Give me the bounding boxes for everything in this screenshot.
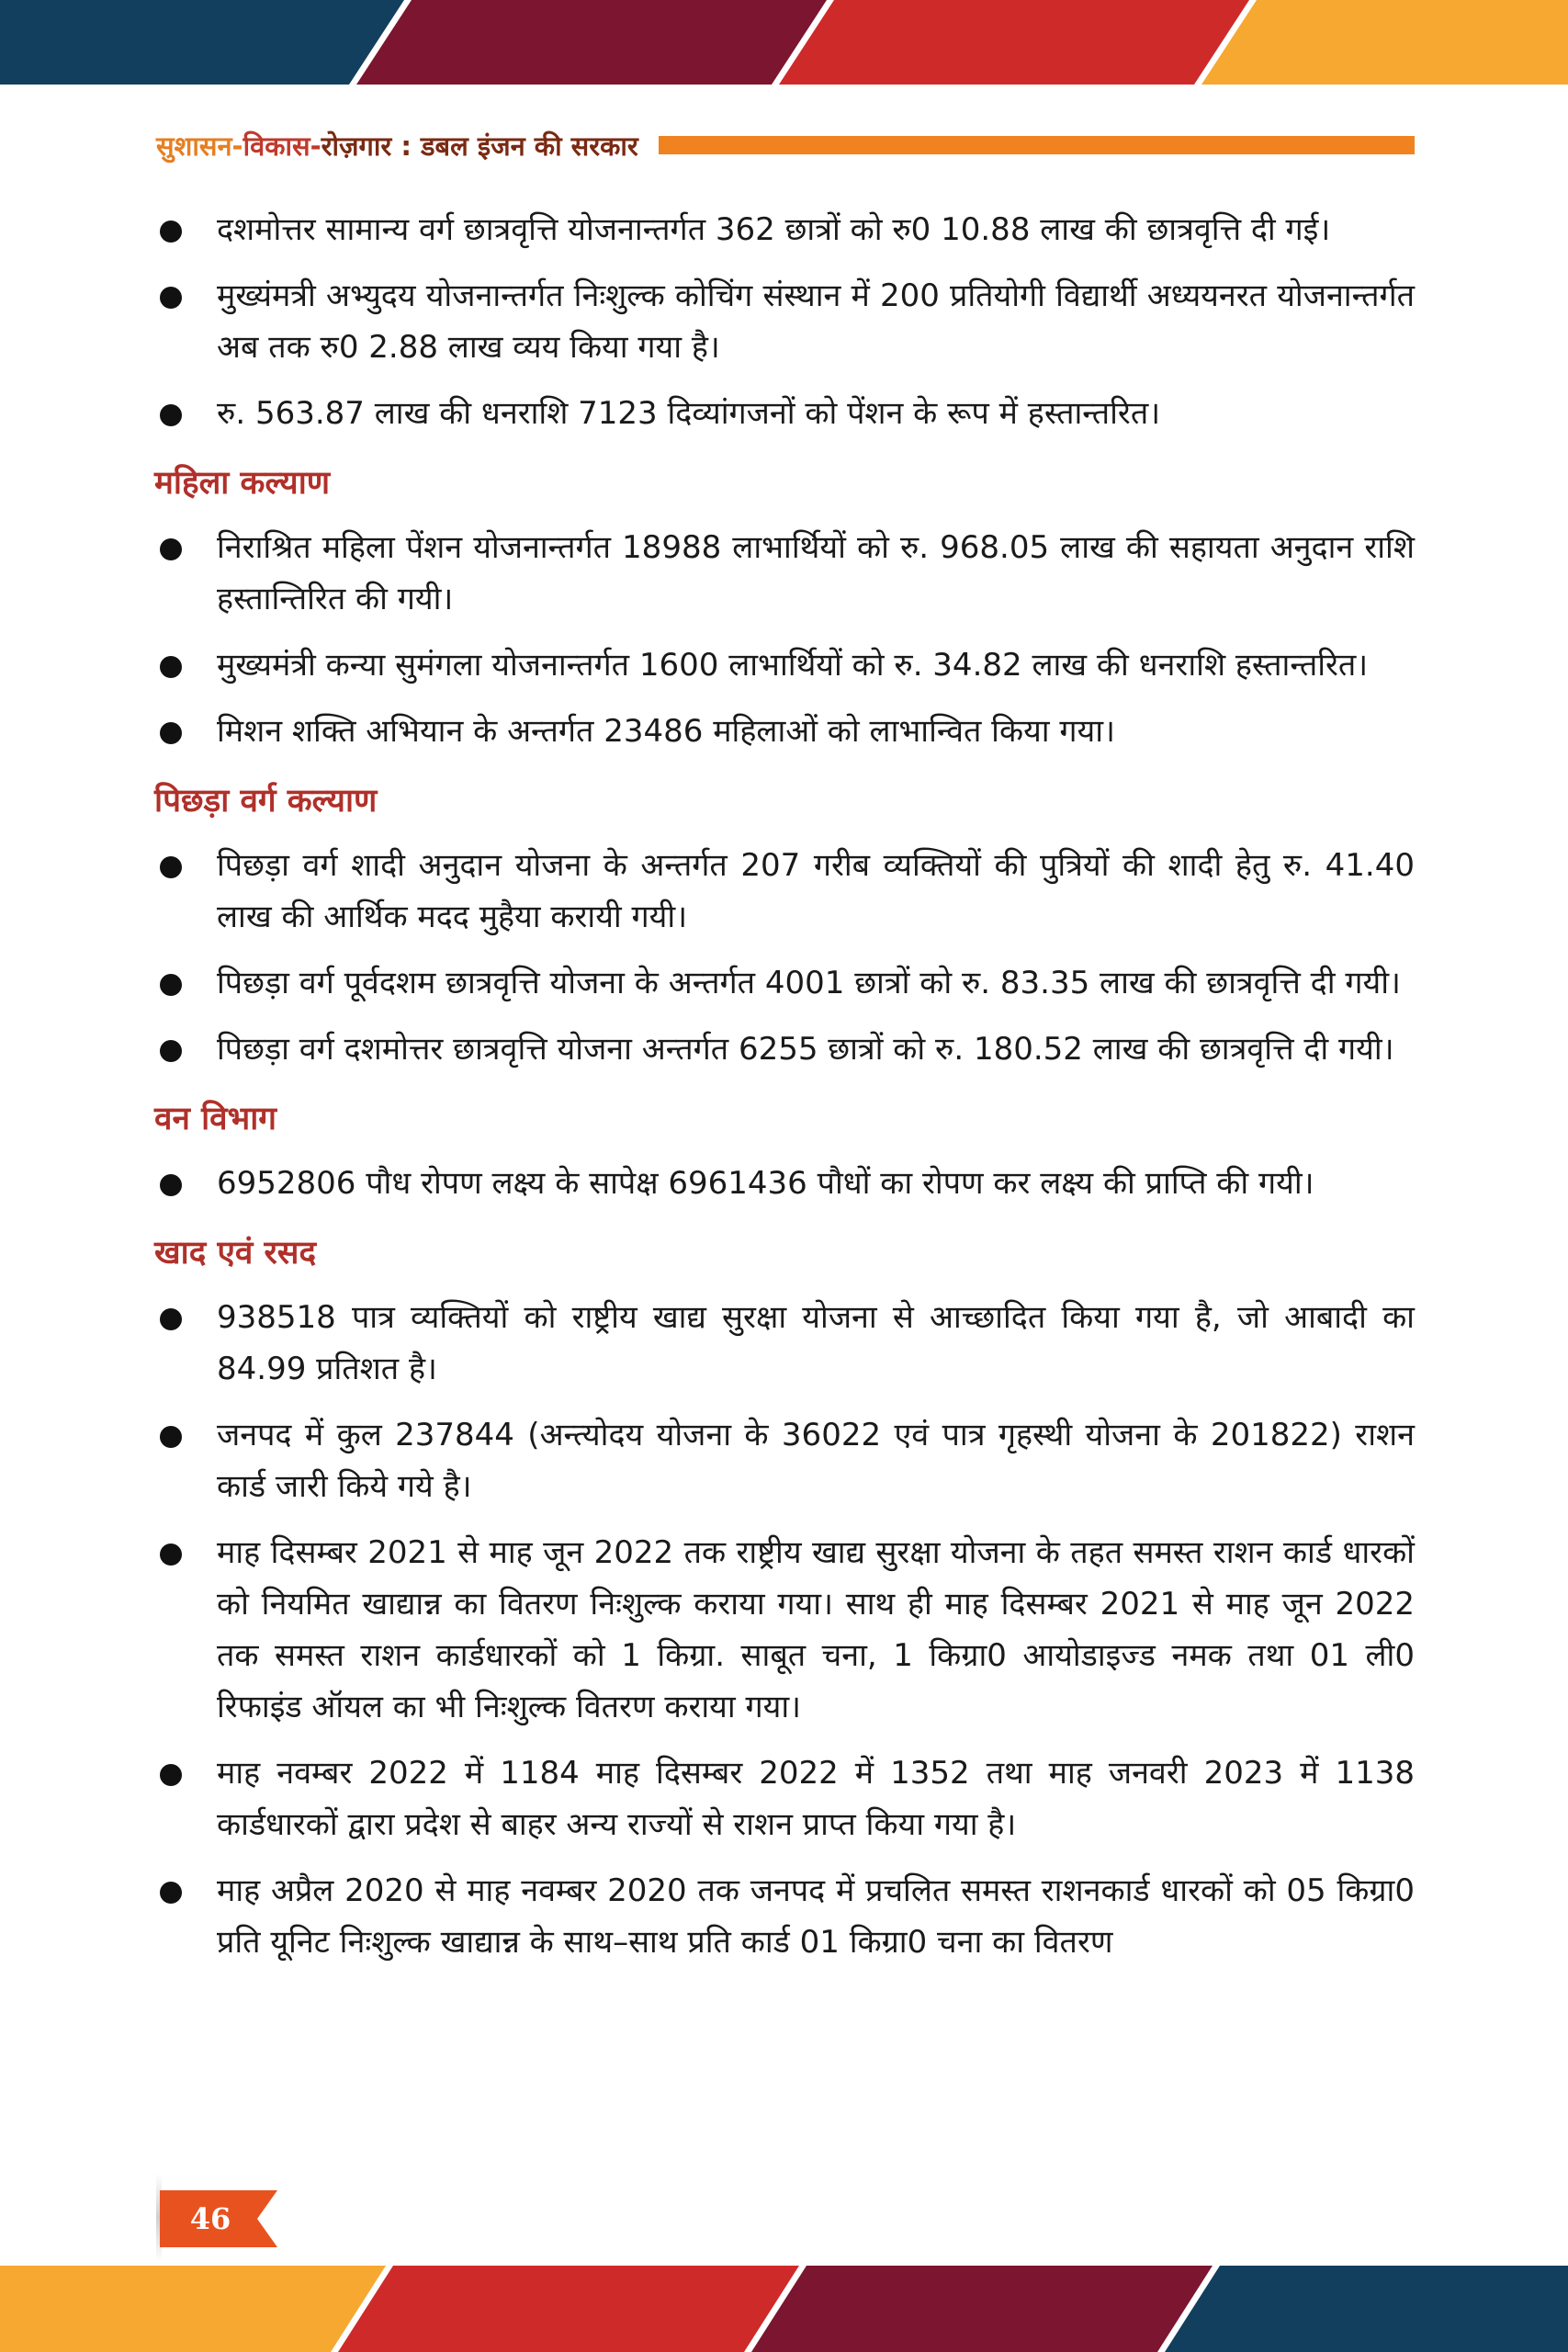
list-item-text: माह अप्रैल 2020 से माह नवम्बर 2020 तक जनपद में प्रचलित समस्त राशनकार्ड धारकों को 05 किग्रा0 प्रति यूनिट निःशुल्क खाद्यान्न के साथ–साथ प्रति कार्ड 01 किग्रा0 चना का वितरण bbox=[217, 1872, 1415, 1961]
list-item-text: दशमोत्तर सामान्य वर्ग छात्रवृत्ति योजनान्तर्गत 362 छात्रों को रु0 10.88 लाख की छात्रवृत्ति दी गई। bbox=[217, 211, 1331, 248]
bottom-band-yellow bbox=[0, 2266, 386, 2352]
header-title bbox=[156, 128, 638, 164]
list-item bbox=[154, 204, 1415, 255]
top-decorative-band bbox=[0, 0, 1568, 85]
list-item-text: 6952806 पौध रोपण लक्ष्य के सापेक्ष 6961436 पौधों का रोपण कर लक्ष्य की प्राप्ति की गयी। bbox=[217, 1165, 1314, 1202]
page-number-tab bbox=[160, 2190, 277, 2247]
list-item bbox=[154, 840, 1415, 943]
running-header bbox=[156, 127, 1415, 164]
bullet-icon bbox=[160, 1764, 182, 1786]
section-heading: वन विभाग bbox=[154, 1100, 276, 1137]
list-item-text: मुख्यमंत्री कन्या सुमंगला योजनान्तर्गत 1600 लाभार्थियों को रु. 34.82 लाख की धनराशि हस्तान्तरित। bbox=[217, 647, 1369, 684]
section-backward-class-welfare bbox=[154, 781, 1415, 1075]
header-title-part3: रोज़गार : डबल इंजन की सरकार bbox=[321, 130, 638, 162]
bullet-icon bbox=[160, 656, 182, 678]
list-item bbox=[154, 957, 1415, 1009]
bullet-icon bbox=[160, 974, 182, 996]
header-title-part1: सुशासन- bbox=[156, 130, 243, 162]
list-item-text: जनपद में कुल 237844 (अन्त्योदय योजना के 36022 एवं पात्र गृहस्थी योजना के 201822) राशन कार्ड जारी किये गये है। bbox=[217, 1417, 1415, 1505]
section-heading: पिछड़ा वर्ग कल्याण bbox=[154, 782, 378, 820]
list-item-text: माह दिसम्बर 2021 से माह जून 2022 तक राष्ट्रीय खाद्य सुरक्षा योजना के तहत समस्त राशन कार्ड धारकों को नियमित खाद्यान्न का वितरण निःशुल्क कराया गया। साथ ही माह दिसम्बर 2021 से माह जून 2022 तक समस्त राशन कार्डधारकों को 1 किग्रा. साबूत चना, 1 किग्रा0 आयोडाइज्ड नमक तथा 01 ली0 रिफाइंड ऑयल का भी निःशुल्क वितरण कराया गया। bbox=[217, 1534, 1415, 1725]
top-band-navy bbox=[0, 0, 404, 85]
list-item-text: पिछड़ा वर्ग शादी अनुदान योजना के अन्तर्गत 207 गरीब व्यक्तियों की पुत्रियों की शादी हेतु रु. 41.40 लाख की आर्थिक मदद मुहैया करायी गयी। bbox=[217, 847, 1415, 935]
list-item-text: मिशन शक्ति अभियान के अन्तर्गत 23486 महिलाओं को लाभान्वित किया गया। bbox=[217, 713, 1115, 750]
list-item-text: रु. 563.87 लाख की धनराशि 7123 दिव्यांगजनों को पेंशन के रूप में हस्तान्तरित। bbox=[217, 395, 1161, 432]
bottom-band-shapes bbox=[0, 2266, 1568, 2352]
top-band-shapes bbox=[0, 0, 1568, 85]
bullet-icon bbox=[160, 856, 182, 878]
bullet-icon bbox=[160, 722, 182, 744]
bullet-icon bbox=[160, 538, 182, 560]
list-item-text: पिछड़ा वर्ग पूर्वदशम छात्रवृत्ति योजना के अन्तर्गत 4001 छात्रों को रु. 83.35 लाख की छात्रवृत्ति दी गयी। bbox=[217, 965, 1401, 1001]
bottom-decorative-band bbox=[0, 2266, 1568, 2352]
list-item bbox=[154, 1409, 1415, 1512]
bullet-icon bbox=[160, 404, 182, 426]
list-item bbox=[154, 1023, 1415, 1075]
section-heading: खाद एवं रसद bbox=[154, 1234, 317, 1272]
bullet-icon bbox=[160, 287, 182, 309]
list-item bbox=[154, 1292, 1415, 1395]
list-item-text: माह नवम्बर 2022 में 1184 माह दिसम्बर 2022 में 1352 तथा माह जनवरी 2023 में 1138 कार्डधारकों द्वारा प्रदेश से बाहर अन्य राज्यों से राशन प्राप्त किया गया है। bbox=[217, 1755, 1415, 1843]
list-item-text: 938518 पात्र व्यक्तियों को राष्ट्रीय खाद्य सुरक्षा योजना से आच्छादित किया गया है, जो आबादी का 84.99 प्रतिशत है। bbox=[217, 1299, 1415, 1387]
section-heading: महिला कल्याण bbox=[154, 464, 331, 502]
bullet-icon bbox=[160, 1882, 182, 1904]
header-title-part2: विकास- bbox=[243, 130, 321, 162]
top-band-maroon bbox=[356, 0, 827, 85]
bullet-icon bbox=[160, 1426, 182, 1448]
section-food-supply bbox=[154, 1233, 1415, 1968]
bullet-icon bbox=[160, 1544, 182, 1566]
list-item bbox=[154, 639, 1415, 691]
bullet-icon bbox=[160, 220, 182, 243]
list-item bbox=[154, 706, 1415, 757]
section-women-welfare bbox=[154, 463, 1415, 757]
list-item bbox=[154, 1527, 1415, 1733]
bullet-icon bbox=[160, 1308, 182, 1330]
top-band-yellow bbox=[1201, 0, 1568, 85]
list-item bbox=[154, 270, 1415, 373]
list-item bbox=[154, 1747, 1415, 1850]
top-band-red bbox=[779, 0, 1249, 85]
bullet-icon bbox=[160, 1174, 182, 1196]
bullet-icon bbox=[160, 1040, 182, 1062]
list-item-text: मुख्यंमत्री अभ्युदय योजनान्तर्गत निःशुल्क कोचिंग संस्थान में 200 प्रतियोगी विद्यार्थी अध्ययनरत योजनान्तर्गत अब तक रु0 2.88 लाख व्यय किया गया है। bbox=[217, 277, 1415, 366]
list-item-text: निराश्रित महिला पेंशन योजनान्तर्गत 18988 लाभार्थियों को रु. 968.05 लाख की सहायता अनुदान राशि हस्तान्तिरित की गयी। bbox=[217, 529, 1415, 617]
header-rule bbox=[659, 136, 1415, 154]
bottom-band-maroon bbox=[751, 2266, 1213, 2352]
list-item bbox=[154, 1158, 1415, 1209]
list-item bbox=[154, 522, 1415, 625]
list-item-text: पिछड़ा वर्ग दशमोत्तर छात्रवृत्ति योजना अन्तर्गत 6255 छात्रों को रु. 180.52 लाख की छात्रवृत्ति दी गयी। bbox=[217, 1031, 1394, 1068]
section-forest-department bbox=[154, 1099, 1415, 1209]
list-item bbox=[154, 388, 1415, 439]
page-number: 46 bbox=[189, 2201, 231, 2236]
page-content bbox=[154, 204, 1415, 1983]
list-item bbox=[154, 1865, 1415, 1968]
bottom-band-navy bbox=[1165, 2266, 1568, 2352]
bottom-band-red bbox=[338, 2266, 799, 2352]
section-scholarship bbox=[154, 204, 1415, 439]
